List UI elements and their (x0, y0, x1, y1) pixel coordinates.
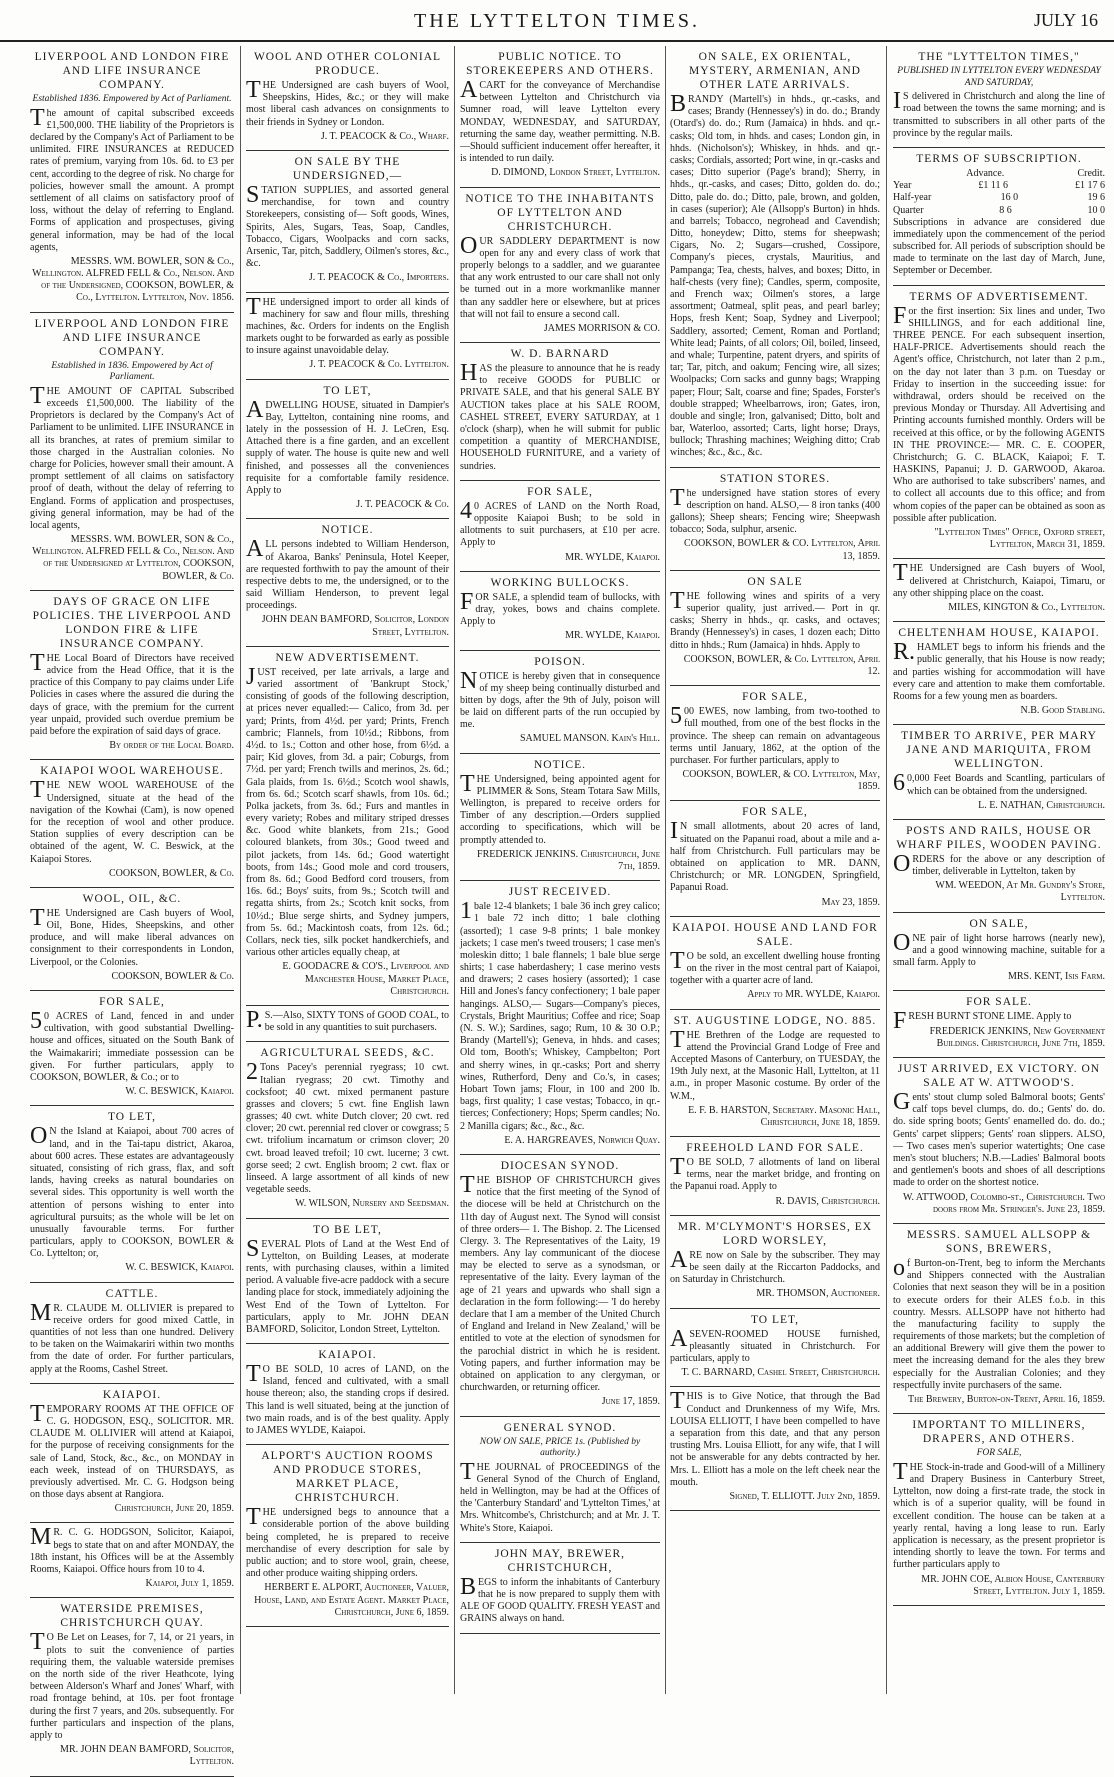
ad-heading: TERMS OF SUBSCRIPTION. (916, 152, 1082, 165)
advertisement (30, 991, 234, 1106)
ad-signature: MR. JOHN DEAN BAMFORD, Solicitor, Lyttelton. (60, 1744, 234, 1768)
ad-note: Subscriptions in advance are considered due immediately upon the commencement of the period subscribed for. All periods of subscription should be made to terminate on the last day of March, June, September or December. (893, 216, 1105, 277)
ad-signature: J. T. PEACOCK & Co., Importers. (308, 272, 449, 284)
ad-heading: KAIAPOI. HOUSE AND LAND FOR SALE. (672, 921, 878, 948)
ad-body: THE following wines and spirits of a very superior quality, just arrived.— Port in qr. casks; Sherry in hhds., qr. casks, and octaves; Brandy (Hennessey's) in cases, 1 dozen each; Ditto ditto in hhds.; Rum (Jamaica) in hhds. Apply to (670, 587, 880, 651)
ad-body: OUR SADDLERY DEPARTMENT is now open for any and every class of work that properly belongs to a saddler, and we guarantee that any work entrusted to our care shall not only be turned out in a more workmanlike manner than any saddler here or elsewhere, but at prices that will not fail to ensure a second call. (460, 232, 660, 320)
ad-body: FOR SALE, a splendid team of bullocks, with dray, yokes, bows and chains complete. Apply to (460, 588, 660, 628)
ad-heading: TO LET, (323, 384, 372, 397)
ad-subheading: PUBLISHED IN LYTTELTON EVERY WEDNESDAY AND SATURDAY, (897, 66, 1101, 88)
advertisement (670, 1309, 880, 1388)
ad-signature: W. ATTWOOD, Colombo-st., Christchurch. Two doors from Mr. Stringer's. June 23, 1859. (902, 1191, 1105, 1215)
ad-body: IS delivered in Christchurch and along the line of road between the towns the same morning; and is transmitted to subscribers in all other parts of the province by the regular mails. (893, 88, 1105, 139)
ad-heading: FOR SALE, (527, 485, 593, 498)
column-3 (460, 46, 660, 1694)
ad-signature: MRS. KENT, Isis Farm. (1008, 971, 1105, 983)
subscription-cell: £1 11 6 (978, 180, 1009, 192)
ad-subheading: Established in 1836. Empowered by Act of Parliament. (51, 360, 213, 383)
ad-body: TEMPORARY ROOMS AT THE OFFICE OF C. G. HODGSON, ESQ., SOLICITOR. MR. CLAUDE M. OLLIVIER will attend at Kaiapoi, for the purpose of receiving consignments for the sale of Land, Stock, &c., &c., on MONDAY in each week, instead of on THURSDAYS, as previously advertised. Mr. C. G. Hodgson being on those days absent at Rangiora. (30, 1400, 234, 1501)
subscription-cell: Advance. (966, 167, 1005, 179)
ad-body: ASEVEN-ROOMED HOUSE furnished, pleasantly situated in Christchurch. For particulars, apply to (670, 1325, 880, 1365)
advertisement (893, 913, 1105, 992)
ad-heading: NOTICE. (533, 758, 587, 771)
ad-body: ONE pair of light horse harrows (nearly new), and a good winnowing machine, suitable for a small farm. Apply to (893, 929, 1105, 969)
advertisement (460, 46, 660, 188)
ad-heading: JOHN MAY, BREWER, CHRISTCHURCH, (494, 1547, 626, 1574)
subscription-cell: Year (893, 180, 912, 192)
ad-signature: JOHN DEAN BAMFORD, Solicitor, London Street, Lyttelton. (261, 614, 449, 638)
ad-body: TO BE SOLD, 10 acres of LAND, on the Island, fenced and cultivated, with a small house thereon; also, the standing crops if desired. This land is well situated, being at the junction of two main roads, and is of the best quality. Apply to JAMES WYLDE, Kaiapoi. (246, 1361, 449, 1437)
ad-body: Gents' stout clump soled Balmoral boots; Gents' calf tops bevel clumps, do. do.; Gents' do. do. do. side spring boots; Gents' enamelled do. do. do.; Gents' carpet slippers; Gents' roan slippers. ALSO,— Two cases men's superior watertights; One case men's stout bluchers; N.B.—Ladies' Balmoral boots and gentlemen's boots and shoes of all descriptions made to order on the shortest notice. (893, 1089, 1105, 1189)
advertisement (893, 1414, 1105, 1606)
ad-signature: J. T. PEACOCK & Co. (356, 499, 449, 511)
advertisement (670, 1216, 880, 1309)
ad-body: BRANDY (Martell's) in hhds., qr.-casks, and cases; Brandy (Hennessey's) in do. do.; Brandy (Otard's) do. do.; Rum (Jamaica) in hhds. and qr.-casks; Old tom, in hhds. and cases; London gin, in hhds. (Nicholson's); Whiskey, in hhds. and qr.-casks; Cordials, assorted; Port wine, in qr.-casks and cases; Ditto superior (Page's brand); Sherry, in hhds., qr.-casks, and cases; Ditto, golden do. do.; Ditto, pale do. do.; Ditto, pale, brown, and golden, in cases (superior); Ale (Allsopp's Burton) in hhds. and barrels; Tobacco, negrohead and Cavendish; Ditto, honeydew; Ditto, stems for sheepwash; Cigars, No. 2; Sugars—crushed, Cossipore, Company's pieces, crystals, Mauritius, and Pampanga; Tea, chests, halves, and boxes; Ditto, in half-chests (very fine); Candles, sperm, composite, and French wax; Oilmen's stores, a large assortment; Oatmeal, split peas, and pearl barley; Hops, fresh Kent; Soap, Sydney and Liverpool; Saddlery, assorted; Cement, Roman and Portland; White lead; Paints, of all colors; Oil, boiled, linseed, and whale; Turpentine, patent dryers, and spirits of tar; Tar, pitch, and oakum; Fencing wire, all sizes; Woolpacks; Corn sacks and gunny bags; Wrapping paper; Flour; Salt, coarse and fine; Spades, Forster's double strapped; Wheelbarrows, iron; Gates, iron, double and single; Iron, galvanised; Ditto, bolt and bar, Waterloo, assorted; Carts, light horse; Drays, bullock; Thrashing machines; Weighing ditto; Crab winches; &c., &c., &c. (670, 91, 880, 459)
ad-body: BEGS to inform the inhabitants of Canterbury that he is now prepared to supply them with ALE OF GOOD QUALITY. FRESH YEAST and GRAINS always on hand. (460, 1573, 660, 1625)
ad-signature: Apply to MR. WYLDE, Kaiapoi. (747, 989, 880, 1001)
ad-signature: COOKSON, BOWLER, & Co. Lyttelton, April 12. (683, 653, 880, 677)
ad-body: THE Local Board of Directors have received advice from the Head Office, that it is the practice of this Company to pay claims under Life Policies in cases where the assured die during the days of grace, with the premium for the current year unpaid, provided such overdue premium be paid before the expiration of said days of grace. (30, 649, 234, 738)
advertisement (893, 1224, 1105, 1414)
advertisement (460, 754, 660, 882)
column-1 (30, 46, 234, 1768)
advertisement (670, 46, 880, 468)
ad-body: THE undersigned begs to announce that a considerable portion of the above building being completed, he is prepared to receive merchandise of every description for sale by public auction; and to store wool, grain, cheese, and other produce waiting shipping orders. (246, 1504, 449, 1580)
ad-body: THE Undersigned are Cash buyers of Wool, delivered at Christchurch, Kaiapoi, Timaru, or any other shipping place on the coast. (893, 560, 1105, 599)
ad-heading: KAIAPOI WOOL WAREHOUSE. (40, 765, 224, 778)
ad-heading: WATERSIDE PREMISES, CHRISTCHURCH QUAY. (60, 1603, 204, 1630)
ad-signature: T. C. BARNARD, Cashel Street, Christchurch. (681, 1367, 880, 1379)
ad-heading: CHELTENHAM HOUSE, KAIAPOI. (898, 627, 1100, 640)
newspaper-title: THE LYTTELTON TIMES. (414, 10, 700, 32)
subscription-row (893, 168, 1105, 180)
ad-signature: FREDERICK JENKINS, New Government Buildings. Christchurch, June 7th, 1859. (929, 1025, 1105, 1049)
ad-heading: LIVERPOOL AND LONDON FIRE AND LIFE INSURANCE COMPANY. (34, 317, 230, 358)
ad-heading: FREEHOLD LAND FOR SALE. (686, 1142, 864, 1155)
advertisement (30, 1283, 234, 1384)
subscription-cell: 10 0 (1087, 204, 1105, 216)
ad-body: FRESH BURNT STONE LIME. Apply to (893, 1008, 1072, 1035)
ad-body: of Burton-on-Trent, beg to inform the Merchants and Shippers connected with the Australian Colonies that next season they will be in a position to execute orders for their ALES f.o.b. in this country. Messrs. ALLSOPP have not hitherto had the manufacturing facility to supply the requirements of those markets; but the completion of an additional Brewery will give them the power to meet the increasing demand for the ales they brew especially for the Australian Colonies; and they respectfully invite purchasers of the same. (893, 1254, 1105, 1391)
advertisement (30, 1106, 234, 1282)
ad-body: For the first insertion: Six lines and under, Two SHILLINGS, and for each additional line, THREE PENCE. For each subsequent insertion, HALF-PRICE. Advertisements should reach the Agent's office, Christchurch, not later than 2 p.m., on the day not later than 3 p.m. on Tuesday or Friday to insertion in the succeeding issue: for withdrawal, orders should be received on the previous Monday or Thursday. All Advertising and Printing accounts furnished monthly. Orders will be received at this office, or by the following AGENTS IN THE PROVINCE:— MR. C. E. COOPER, Christchurch; G. C. BLACK, Kaiapoi; F. T. HASKINS, Papanui; J. D. GARWOOD, Akaroa. Who are authorised to take subscribers' names, and to collect all accounts due to this office; and from whom copies of the paper can be obtained as soon as possible after publication. (893, 302, 1105, 524)
ad-heading: TO LET, (750, 1313, 800, 1326)
advertisement (893, 991, 1105, 1058)
ad-body: TO be sold, an excellent dwelling house fronting on the river in the most central part of Kaiapoi, together with a quarter acre of land. (670, 947, 880, 987)
ad-body: ALL persons indebted to William Henderson, of Akaroa, Banks' Peninsula, Hotel Keeper, are requested forthwith to pay the amount of their respective debts to me, the undersigned, or to the said William Henderson, to prevent legal proceedings. (246, 536, 449, 612)
subscription-row (893, 192, 1105, 204)
advertisement (30, 1598, 234, 1776)
advertisement (30, 1384, 234, 1524)
ad-body: NOTICE is hereby given that in consequence of my sheep being continually disturbed and bitten by dogs, after the 9th of July, poison will be laid on different parts of the run occupied by me. (460, 667, 660, 731)
advertisement (246, 151, 449, 293)
ad-signature: COOKSON, BOWLER, & CO. Lyttelton, May, 1859. (682, 769, 880, 793)
ad-body: THE undersigned import to order all kinds of machinery for saw and flour mills, threshing machines, &c. Orders for indents on the English markets ought to be forwarded as early as possible to insure against unavoidable delay. (246, 293, 449, 357)
advertisement (460, 881, 660, 1155)
ad-signature: W. C. BESWICK, Kaiapoi. (125, 1262, 234, 1274)
ad-signature: FREDERICK JENKINS. Christchurch, June 7th, 1859. (477, 848, 660, 872)
ad-heading: ON SALE BY THE UNDERSIGNED,— (292, 155, 403, 182)
ad-signature: MR. JOHN COE, Albion House, Canterbury Street, Lyttelton. July 1, 1859. (921, 1573, 1105, 1597)
ad-heading: WOOL AND OTHER COLONIAL PRODUCE. (253, 51, 442, 78)
ad-heading: JUST ARRIVED, EX VICTORY. ON SALE AT W. ATTWOOD'S. (897, 1063, 1101, 1090)
ad-signature: MR. WYLDE, Kaiapoi. (565, 551, 660, 563)
advertisement (893, 148, 1105, 286)
ad-body: 60,000 Feet Boards and Scantling, particulars of which can be obtained from the undersigned. (893, 770, 1105, 797)
column-4 (670, 46, 880, 1694)
advertisement (30, 313, 234, 591)
ad-signature: By order of the Local Board. (109, 740, 234, 752)
ad-signature: Signed, T. ELLIOTT. July 2nd, 1859. (729, 1490, 880, 1502)
ad-heading: KAIAPOI. (318, 1349, 377, 1362)
ad-body: THE NEW WOOL WAREHOUSE of the Undersigned, situate at the head of the navigation of the Kowhai (Cam), is now opened for the reception of wool and other produce. Station supplies of every description can be obtained of the agent, W. C. Beswick, at the Kaiapoi Stores. (30, 777, 234, 865)
ad-body: ADWELLING HOUSE, situated in Dampier's Bay, Lyttelton, containing nine rooms, and lately in the possession of H. J. LeCren, Esq. Attached there is a fine garden, and an excellent supply of water. The house is quite new and well finished, and possesses all the conveniences requisite for a comfortable family residence. Apply to (246, 396, 449, 496)
ad-heading: WOOL, OIL, &C. (82, 892, 182, 905)
ad-body: ACART for the conveyance of Merchandise between Lyttelton and Christchurch via Sumner road, will leave Lyttelton every MONDAY, WEDNESDAY, and SATURDAY, returning the same day, weather permitting. N.B.—Should sufficient inducement offer hereafter, it is intended to run daily. (460, 77, 660, 165)
ad-heading: POISON. (534, 655, 586, 668)
advertisement (893, 559, 1105, 622)
ad-heading: TERMS OF ADVERTISEMENT. (909, 290, 1089, 303)
ad-body: THE Undersigned are cash buyers of Wool, Sheepskins, Hides, &c.; or they will make most liberal cash advances on consignments to their friends in Sydney or London. (246, 77, 449, 128)
subscription-row (893, 205, 1105, 217)
ad-signature: R. DAVIS, Christchurch. (775, 1195, 880, 1207)
ad-signature: E. A. HARGREAVES, Norwich Quay. (504, 1134, 660, 1146)
ad-body: THE Undersigned, being appointed agent for PLIMMER & Sons, Steam Totara Saw Mills, Wellington, is prepared to receive orders for Timber of any description.—Orders supplied according to specifications, which will be promptly attended to. (460, 770, 660, 846)
advertisement (460, 651, 660, 754)
column-rule (886, 46, 887, 1694)
ad-signature: Kaiapoi, July 1, 1859. (145, 1578, 234, 1590)
ad-signature: J. T. PEACOCK & Co. Lyttelton. (309, 359, 449, 371)
advertisement (246, 647, 449, 1006)
ad-signature: W. C. BESWICK, Kaiapoi. (125, 1086, 234, 1098)
ad-body: THE AMOUNT OF CAPITAL Subscribed exceeds £1,500,000. The liability of the Proprietors is declared by the Company's Act of Parliament to be unlimited. LIFE INSURANCE in all its branches, at rates of premium similar to those charged in the Australian colonies. No charge for Policies, however small their amount. A prompt settlement of all claims on satisfactory proof of death, without the delay of referring to England. Forms of application and prospectuses, giving general information, may be had of the local agents, (30, 382, 234, 531)
advertisement (893, 46, 1105, 148)
advertisement (246, 1042, 449, 1218)
ad-heading: TO BE LET, (313, 1223, 382, 1236)
advertisement (893, 1058, 1105, 1224)
advertisement (670, 686, 880, 801)
ad-signature: MILES, KINGTON & Co., Lyttelton. (948, 601, 1105, 613)
ad-body: HAS the pleasure to announce that he is ready to receive GOODS for PUBLIC or PRIVATE SALE, and that his general SALE BY AUCTION takes place at his SALE ROOM, CASHEL STREET, EVERY SATURDAY, at 1 o'clock (sharp), when he will submit for public competition a quantity of MERCHANDISE, HOUSEHOLD FURNITURE, and a variety of sundries. (460, 360, 660, 472)
advertisement (460, 481, 660, 572)
ad-heading: CATTLE. (105, 1287, 159, 1300)
ad-body: ON the Island at Kaiapoi, about 700 acres of land, and in the Tai-tapu district, Akaroa, about 600 acres. These estates are advantageously situated, consisting of rich grass, flax, and soft lands, having creeks as natural boundaries on several sides. This opportunity is well worth the attention of persons wishing to enter into agricultural pursuits; as the whole will be let on unusually favourable terms. For further particulars, apply to COOKSON, BOWLER & Co. Lyttelton; or, (30, 1123, 234, 1260)
ad-heading: NOTICE TO THE INHABITANTS OF LYTTELTON AND CHRISTCHURCH. (465, 192, 655, 233)
ad-body: R.HAMLET begs to inform his friends and the public generally, that his House is now ready; and parties wishing for accommodation will have every care and attention to make them comfortable. Rooms for a few young men as boarders. (893, 639, 1105, 702)
ad-signature: MESSRS. WM. BOWLER, SON & Co., Wellington. ALFRED FELL & Co., Nelson. And of the Undersigned, COOKSON, BOWLER, & Co., Lyttelton. Lyttelton, Nov. 1856. (32, 255, 234, 304)
ad-body: THIS is to Give Notice, that through the Bad Conduct and Drunkenness of my Wife, Mrs. LOUISA ELLIOTT, I have been compelled to have a separation from this date, and that any person trusting Mrs. Louisa Elliott, for any wife, that I will not be answerable for any debts contracted by her. Mrs. L. Elliott has a mole on the left cheek near the mouth. (670, 1388, 880, 1488)
ad-heading: POSTS AND RAILS, HOUSE OR WHARF PILES, WOODEN PAVING. (896, 824, 1102, 851)
ad-heading: TO LET, (107, 1111, 157, 1124)
ad-body: 2Tons Pacey's perennial ryegrass; 10 cwt. Italian ryegrass; 20 cwt. Timothy and cocksfoot; 40 cwt. mixed permanent pasture grasses and clovers; 5 cwt. fine English lawn grasses; 40 cwt. white Dutch clover; 20 cwt. red clover; 20 cwt. perennial red clover or cowgrass; 5 cwt. trifolium incarnatum or crimson clover; 20 cwt. broad leaved trefoil; 10 cwt. lucerne; 3 cwt. gorse seed; 2 cwt. English broom; 2 cwt. flax or linseed. A large assortment of all kinds of new vegetable seeds. (246, 1059, 449, 1196)
advertisement (30, 46, 234, 313)
advertisement (460, 1543, 660, 1634)
advertisement (670, 1010, 880, 1138)
subscription-cell: Half-year (893, 192, 932, 204)
ad-heading: IMPORTANT TO MILLINERS, DRAPERS, AND OTHERS. (912, 1419, 1086, 1446)
ad-heading: MR. M'CLYMONT'S HORSES, EX LORD WORSLEY, (677, 1220, 873, 1247)
ad-signature: WM. WEEDON, At Mr. Gundry's Store, Lyttelton. (935, 880, 1105, 904)
ad-subheading: FOR SALE, (976, 1448, 1022, 1459)
advertisement (246, 46, 449, 151)
issue-date: JULY 16 (1033, 10, 1098, 30)
ad-heading: LIVERPOOL AND LONDON FIRE AND LIFE INSURANCE COMPANY. (34, 51, 230, 92)
ad-signature: N.B. Good Stabling. (1020, 705, 1105, 717)
advertisement (246, 1445, 449, 1627)
advertisement (893, 622, 1105, 725)
ad-signature: E. GOODACRE & CO'S., Liverpool and Manchester House, Market Place, Christchurch. (282, 961, 449, 997)
ad-body: SEVERAL Plots of Land at the West End of Lyttelton, on Building Leases, at moderate rents, with purchasing clauses, within a limited period. A valuable five-acre paddock with a secure landing place for stock, immediately adjoining the West End of the Town of Lyttelton. For particulars, apply to Mr. JOHN DEAN BAMFORD, Solicitor, London Street, Lyttelton. (246, 1235, 449, 1335)
column-rule (240, 46, 241, 1694)
ad-body: THE Brethren of the Lodge are requested to attend the Provincial Grand Lodge of Free and Accepted Masons of Canterbury, on TUESDAY, the 19th July next, at the Masonic Hall, Lyttelton, at 11 a.m., in proper Masonic costume. By order of the W.M., (670, 1026, 880, 1102)
advertisement (246, 380, 449, 520)
ad-body: MR. C. G. HODGSON, Solicitor, Kaiapoi, begs to state that on and after MONDAY, the 18th instant, his Offices will be at the Assembly Rooms, Kaiapoi. Office hours from 10 to 4. (30, 1524, 234, 1576)
ad-heading: MESSRS. SAMUEL ALLSOPP & SONS, BREWERS, (906, 1228, 1092, 1255)
ad-signature: D. DIMOND, London Street, Lyttelton. (491, 167, 660, 179)
ad-body: The undersigned have station stores of every description on hand. ALSO,— 8 iron tanks (400 gallons); Sheep shears; Fencing wire; Sheepwash tobacco; Soda, sulphur, arsenic. (670, 484, 880, 536)
ad-signature: MESSRS. WM. BOWLER, SON & Co., Wellington. ALFRED FELL & Co., Nelson. And of the Undersigned at Lyttelton, COOKSON, BOWLER, & Co. (32, 534, 234, 582)
ad-body: P.S.—Also, SIXTY TONS of GOOD COAL, to be sold in any quantities to suit purchasers. (246, 1006, 449, 1034)
subscription-cell: 16 0 (1000, 192, 1019, 204)
advertisement (246, 1006, 449, 1042)
masthead (0, 0, 1114, 42)
advertisement (670, 1137, 880, 1216)
ad-signature: L. E. NATHAN, Christchurch. (978, 799, 1105, 811)
ad-heading: W. D. BARNARD (510, 348, 610, 361)
advertisement (30, 1523, 234, 1598)
ad-heading: FOR SALE, (99, 996, 165, 1009)
ad-body: STATION SUPPLIES, and assorted general merchandise, for town and country Storekeepers, consisting of— Soft goods, Wines, Spirits, Ales, Sugars, Teas, Soap, Candles, Tobacco, Cigars, Woolpacks and corn sacks, Arsenic, Tar, pitch, Saddlery, Oilmen's stores, &c., &c. (246, 182, 449, 270)
advertisement (246, 1219, 449, 1345)
ad-body: The amount of capital subscribed exceeds £1,500,000. THE liability of the Proprietors is declared by the Company's Act of Parliament to be unlimited. FIRE INSURANCES at REDUCED rates of premium, varying from 10s. 6d. to £3 per cent, according to the degree of risk. No charge for policies, however small the amount. A prompt settlement of all claims on satisfactory proof of loss, without the delay of referring to England. Forms of application and prospectuses, giving general information, may be had of the local agents, (30, 104, 234, 253)
ad-body: THE Stock-in-trade and Good-will of a Millinery and Drapery Business in Canterbury Street, Lyttelton, now doing a first-rate trade, the stock in which is of a superior quality, will be found in excellent condition. The house can be taken at a yearly rental, having a long lease to run. Early application is necessary, as the present proprietor is intending shortly to leave the town. For terms and further particulars apply to (893, 1458, 1105, 1571)
advertisement (30, 760, 234, 888)
ad-signature: MR. WYLDE, Kaiapoi. (565, 630, 660, 642)
ad-heading: KAIAPOI. (102, 1388, 162, 1401)
ad-signature: The Brewery, Burton-on-Trent, April 16, 1859. (907, 1394, 1105, 1406)
advertisement (30, 591, 234, 761)
ad-subheading: Established 1836. Empowered by Act of Parliament. (32, 94, 232, 105)
ad-body: JUST received, per late arrivals, a large and varied assortment of 'Bankrupt Stock,' consisting of goods of the following description, at prices never equalled:— Calico, from 3d. per yard; Prints, from 4½d. per yard; Prints, French cambric; Flannels, from 10½d.; Ribbons, from 4½d. to 1s.; Cotton and other hose, from 6½d. a pair; Kid gloves, from 3d. a pair; Coburgs, from 7½d. per yard; French twills and merinos, 2s. 6d.; Gala plaids, from 1s. 6½d.; Scotch wool shawls, from 6s. 6d.; Scotch scarf shawls, from 10s. 6d.; Polka jackets, from 3s. 6d.; Furs and mantles in every variety; Robes and military striped dresses &c. Good white blankets, from 21s.; Good coloured blankets, from 30s.; Good tweed and pilot jackets, from 14s. 6d.; Good watertight boots, from 14s.; Good mole and cord trousers, from 8s. 6d.; Good Bedford cord trousers, from 16s. 6d.; Boys' suits, from 9s.; Scotch twill and regatta shirts, from 2s.; Scotch knit socks, from 10½d.; Blue serge shirts, and Sydney jumpers, from 5s. 6d.; Mackintosh coats, from 12s. 6d.; Collars, neck ties, silk pocket handkerchiefs, and various other articles equally cheap, at (246, 663, 449, 959)
ad-heading: STATION STORES. (719, 472, 831, 485)
column-2 (246, 46, 449, 1694)
ad-heading: TIMBER TO ARRIVE, PER MARY JANE AND MARIQUITA, FROM WELLINGTON. (901, 730, 1097, 771)
ad-heading: NOTICE. (321, 524, 374, 537)
advertisement (670, 917, 880, 1010)
advertisement (670, 801, 880, 916)
ad-signature: MR. THOMSON, Auctioneer. (756, 1288, 880, 1300)
advertisement (893, 286, 1105, 560)
ad-body: 40 ACRES of LAND on the North Road, opposite Kaiapoi Bush; to be sold in allotments to suit purchasers, at £10 per acre. Apply to (460, 497, 660, 549)
ad-signature: J. T. PEACOCK & Co., Wharf. (320, 130, 449, 142)
ad-body: ORDERS for the above or any description of timber, deliverable in Lyttelton, taken by (893, 850, 1105, 878)
column-5 (893, 46, 1105, 1694)
column-rule (665, 46, 666, 1694)
ad-heading: ON SALE (747, 575, 803, 588)
ad-body: ARE now on Sale by the subscriber. They may be seen daily at the Riccarton Paddocks, and on Saturday in Christchurch. (670, 1246, 880, 1286)
advertisement (246, 293, 449, 380)
ad-heading: ON SALE, EX ORIENTAL, MYSTERY, ARMENIAN, AND OTHER LATE ARRIVALS. (689, 51, 861, 92)
ad-heading: AGRICULTURAL SEEDS, &C. (260, 1047, 435, 1060)
ad-heading: DIOCESAN SYNOD. (500, 1159, 620, 1172)
ad-heading: THE "LYTTELTON TIMES," (918, 51, 1080, 63)
ad-signature: Christchurch, June 20, 1859. (114, 1503, 234, 1515)
advertisement (670, 468, 880, 571)
advertisement (460, 1417, 660, 1543)
ad-heading: FOR SALE, (742, 691, 808, 704)
ad-heading: PUBLIC NOTICE. TO STOREKEEPERS AND OTHERS. (466, 51, 654, 78)
ad-signature: May 23, 1859. (821, 896, 880, 908)
advertisement (30, 888, 234, 991)
ad-signature: COOKSON, BOWLER, & Co. (108, 867, 234, 879)
subscription-row (893, 180, 1105, 192)
ad-signature: SAMUEL MANSON. Kain's Hill. (519, 733, 660, 745)
ad-body: 50 ACRES of Land, fenced in and under cultivation, with good substantial Dwelling-house and offices, situated on the South Bank of the Waimakariri; immediate possession can be given. For further particulars, apply to COOKSON, BOWLER, & Co.; or to (30, 1008, 234, 1083)
ad-subheading: NOW ON SALE, PRICE 1s. (Published by authority.) (479, 1436, 641, 1459)
advertisement (670, 571, 880, 686)
subscription-cell: 19 6 (1087, 192, 1105, 204)
ad-heading: ST. AUGUSTINE LODGE, NO. 885. (673, 1014, 877, 1027)
ad-body: THE Undersigned are Cash buyers of Wool, Oil, Bone, Hides, Sheepskins, and other produce, and will make liberal advances on consignment to their correspondents in London, Liverpool, or the Colonies. (30, 904, 234, 968)
ad-heading: ALPORT'S AUCTION ROOMS AND PRODUCE STORES, MARKET PLACE, CHRISTCHURCH. (261, 1450, 434, 1505)
ad-heading: FOR SALE, (742, 806, 808, 819)
ad-heading: WORKING BULLOCKS. (490, 576, 630, 589)
column-rule (454, 46, 455, 1694)
subscription-cell: Quarter (893, 204, 924, 216)
ad-signature: W. WILSON, Nursery and Seedsman. (295, 1198, 449, 1210)
ad-signature: JAMES MORRISON & CO. (543, 322, 660, 334)
advertisement (460, 188, 660, 344)
ad-heading: GENERAL SYNOD. (503, 1421, 617, 1434)
advertisement (893, 725, 1105, 820)
ad-body: 500 EWES, now lambing, from two-toothed to full mouthed, from one of the best flocks in the province. The sheep can remain on advantageous terms until January, 1862, at the option of the purchaser. For further particulars, apply to (670, 703, 880, 766)
ad-signature: HERBERT E. ALPORT, Auctioneer, Valuer, House, Land, and Estate Agent. Market Place, Christchurch, June 6, 1859. (254, 1582, 449, 1618)
advertisement (246, 1344, 449, 1445)
advertisement (246, 519, 449, 647)
ad-signature: "Lyttelton Times" Office, Oxford street, Lyttelton, March 31, 1859. (934, 527, 1105, 551)
ad-signature: COOKSON, BOWLER & Co. (111, 970, 234, 982)
ad-heading: FOR SALE. (966, 996, 1032, 1009)
ad-body: TO Be Let on Leases, for 7, 14, or 21 years, in plots to suit the convenience of parties requiring them, the valuable waterside premises on the north side of the river Heathcote, lying between Alderson's Wharf and Jones' Wharf, with road frontage behind, at 10s. per foot frontage during the first 7 years, and 20s. subsequently. For further particulars and inspection of the plans, apply to (30, 1629, 234, 1741)
subscription-cell: 8 6 (999, 204, 1012, 216)
ad-body: TO BE SOLD, 7 allotments of land on liberal terms, near the market bridge, and fronting on the Papanui road. Apply to (670, 1154, 880, 1193)
ad-signature: June 17, 1859. (601, 1396, 660, 1408)
advertisement (893, 820, 1105, 913)
ad-body: MR. CLAUDE M. OLLIVIER is prepared to receive orders for good mixed Cattle, in quantities of not less than one hundred. Delivery to be taken on the Waimakariri within two months from the date of order. For further particulars, apply at the Rooms, Cashel Street. (30, 1299, 234, 1375)
advertisement (460, 1155, 660, 1417)
advertisement (670, 1387, 880, 1511)
ad-body: IN small allotments, about 20 acres of land, situated on the Papanui road, about a mile and a-half from Christchurch. Full particulars may be obtained on application to MR. DANN, Christchurch; or MR. LONGDEN, Springfield, Papanui Road. (670, 818, 880, 894)
ad-body: 1bale 12-4 blankets; 1 bale 36 inch grey calico; 1 bale 72 inch ditto; 1 bale clothing (assorted); 1 case 9-8 prints; 1 bale monkey jackets; 1 case men's tweed trousers; 1 case men's moleskin ditto; 1 bale flannels; 1 bale blue serge shirts; 1 case haberdashery; 1 case merino vests and drawers; 2 cases hosiery (assorted); 1 case Hill and Jones's fancy confectionery; 1 bale paper hangings. ALSO,— Sugars—Company's pieces, Crystals, Bright Mauritius; Coffee and rice; Soap (N. S. W.); Sardines, sago; Rum, 10 & 30 O.P.; Brandy (Martell's); Geneva, in hhds. and cases; Old tom, Booth's; Whiskey, Campbelton; Port and sherry wines, in qr.-casks; Port and sherry wines, Rutherford, Deny and Co.'s, in cases; Hobart Town jams; Flour, in 100 and 200 lb. bags, first quality; 1 case vestas; Tobacco, in qr.-tierces; Confectionery; Hops; Sperm candles; No. 2 Manilla cigars; &c., &c., &c. (460, 898, 660, 1132)
ad-heading: JUST RECEIVED. (508, 886, 612, 899)
ad-signature: E. F. B. HARSTON, Secretary. Masonic Hall, Christchurch, June 18, 1859. (688, 1104, 880, 1128)
subscription-cell: £1 17 6 (1074, 180, 1105, 192)
ad-heading: ON SALE, (969, 917, 1029, 930)
advertisement (460, 572, 660, 651)
ad-heading: NEW ADVERTISEMENT. (275, 651, 420, 664)
subscription-cell: Credit. (1077, 167, 1105, 179)
ad-body: THE JOURNAL of PROCEEDINGS of the General Synod of the Church of England, held in Wellington, may be had at the Offices of the 'Canterbury Standard' and 'Lyttelton Times,' at Mrs. Whitcombe's, Christchurch; and at Mr. J. T. White's Store, Kaiapoi. (460, 1458, 660, 1534)
ad-body: THE BISHOP OF CHRISTCHURCH gives notice that the first meeting of the Synod of the diocese will be held at Christchurch on the 11th day of August next. The Synod will consist of three orders— 1. The Bishop. 2. The Licensed Clergy. 3. The Representatives of the Laity, 19 members. Any lay communicant of the diocese may be elected to serve as a synodsman, or representative of the laity. Every layman of the age of 21 years and upwards who shall sign a declaration in the form following:— 'I do hereby declare that I am a member of the United Church of England and Ireland in New Zealand,' will be entitled to vote at the election of synodsmen for the parochial district in which he is resident. Voting papers, and further information may be obtained on application to any clergyman, or churchwarden, or returning officer. (460, 1171, 660, 1394)
advertisement (460, 343, 660, 481)
ad-signature: COOKSON, BOWLER & CO. Lyttelton, April 13, 1859. (684, 538, 880, 562)
ad-heading: DAYS OF GRACE ON LIFE POLICIES. THE LIVERPOOL AND LONDON FIRE & LIFE INSURANCE COMPANY. (32, 595, 232, 650)
